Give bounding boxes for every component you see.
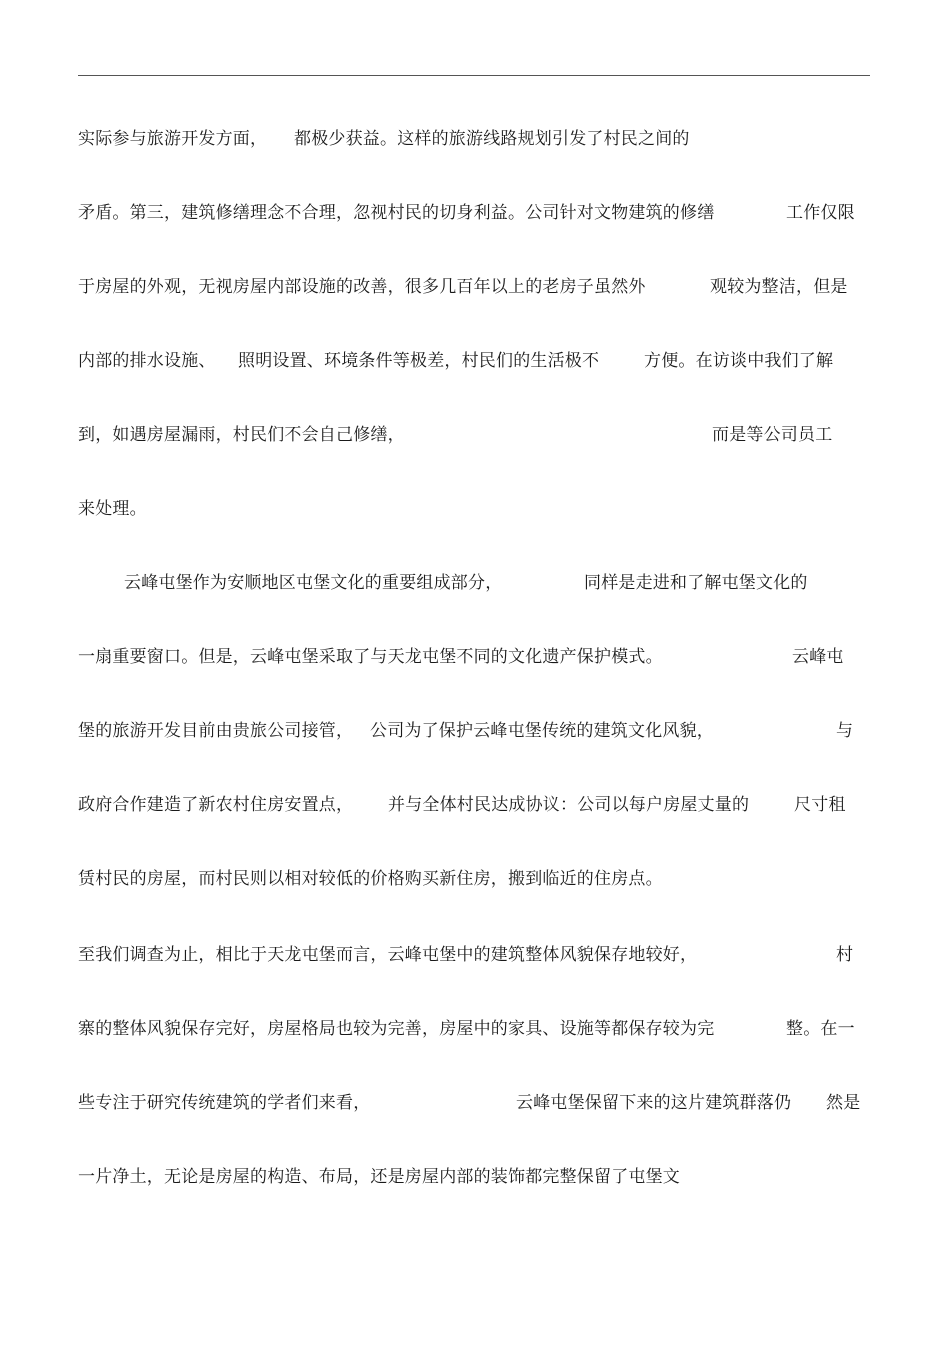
text-segment: 到，如遇房屋漏雨，村民们不会自己修缮， <box>78 425 405 445</box>
text-segment: 实际参与旅游开发方面， <box>78 129 268 149</box>
text-segment: 村 <box>836 945 854 965</box>
text-line <box>78 1090 870 1116</box>
text-line <box>78 1016 870 1042</box>
text-segment: 尺寸租 <box>794 795 846 815</box>
text-line <box>78 942 870 968</box>
text-line <box>78 348 870 374</box>
text-segment: 公司为了保护云峰屯堡传统的建筑文化风貌， <box>370 721 714 741</box>
text-line <box>78 126 870 152</box>
header-rule <box>78 75 870 76</box>
text-segment: 云峰屯堡保留下来的这片建筑群落仍 <box>516 1093 792 1113</box>
text-segment: 整。在一 <box>786 1019 855 1039</box>
text-segment: 方便。在访谈中我们了解 <box>644 351 834 371</box>
text-line <box>78 570 870 596</box>
text-line <box>78 644 870 670</box>
text-segment: 政府合作建造了新农村住房安置点， <box>78 795 354 815</box>
text-segment: 云峰屯 <box>792 647 844 667</box>
text-segment: 赁村民的房屋，而村民则以相对较低的价格购买新住房，搬到临近的住房点。 <box>78 869 663 889</box>
text-segment: 些专注于研究传统建筑的学者们来看， <box>78 1093 371 1113</box>
text-segment: 并与全体村民达成协议：公司以每户房屋丈量的 <box>388 795 750 815</box>
text-line <box>78 274 870 300</box>
text-segment: 都极少获益。这样的旅游线路规划引发了村民之间的 <box>294 129 690 149</box>
text-segment: 内部的排水设施、 <box>78 351 216 371</box>
text-segment: 至我们调查为止，相比于天龙屯堡而言，云峰屯堡中的建筑整体风貌保存地较好， <box>78 945 698 965</box>
text-segment: 一扇重要窗口。但是，云峰屯堡采取了与天龙屯堡不同的文化遗产保护模式。 <box>78 647 663 667</box>
text-segment: 与 <box>836 721 854 741</box>
text-segment: 寨的整体风貌保存完好，房屋格局也较为完善，房屋中的家具、设施等都保存较为完 <box>78 1019 715 1039</box>
text-segment: 同样是走进和了解屯堡文化的 <box>584 573 808 593</box>
text-segment: 而是等公司员工 <box>712 425 833 445</box>
text-segment: 于房屋的外观，无视房屋内部设施的改善，很多几百年以上的老房子虽然外 <box>78 277 646 297</box>
text-segment: 观较为整洁，但是 <box>710 277 848 297</box>
text-line <box>78 792 870 818</box>
text-segment: 来处理。 <box>78 499 147 519</box>
text-segment: 然是 <box>826 1093 861 1113</box>
text-segment: 堡的旅游开发目前由贵旅公司接管， <box>78 721 354 741</box>
text-segment: 矛盾。第三，建筑修缮理念不合理，忽视村民的切身利益。公司针对文物建筑的修缮 <box>78 203 715 223</box>
text-segment: 工作仅限 <box>786 203 855 223</box>
text-segment: 照明设置、环境条件等极差，村民们的生活极不 <box>238 351 600 371</box>
text-segment: 一片净土，无论是房屋的构造、布局，还是房屋内部的装饰都完整保留了屯堡文 <box>78 1167 680 1187</box>
text-line <box>78 718 870 744</box>
text-line <box>78 200 870 226</box>
text-line <box>78 422 870 448</box>
text-line <box>78 866 870 892</box>
text-line <box>78 1164 870 1190</box>
text-line <box>78 496 870 522</box>
text-segment: 云峰屯堡作为安顺地区屯堡文化的重要组成部分， <box>124 573 503 593</box>
